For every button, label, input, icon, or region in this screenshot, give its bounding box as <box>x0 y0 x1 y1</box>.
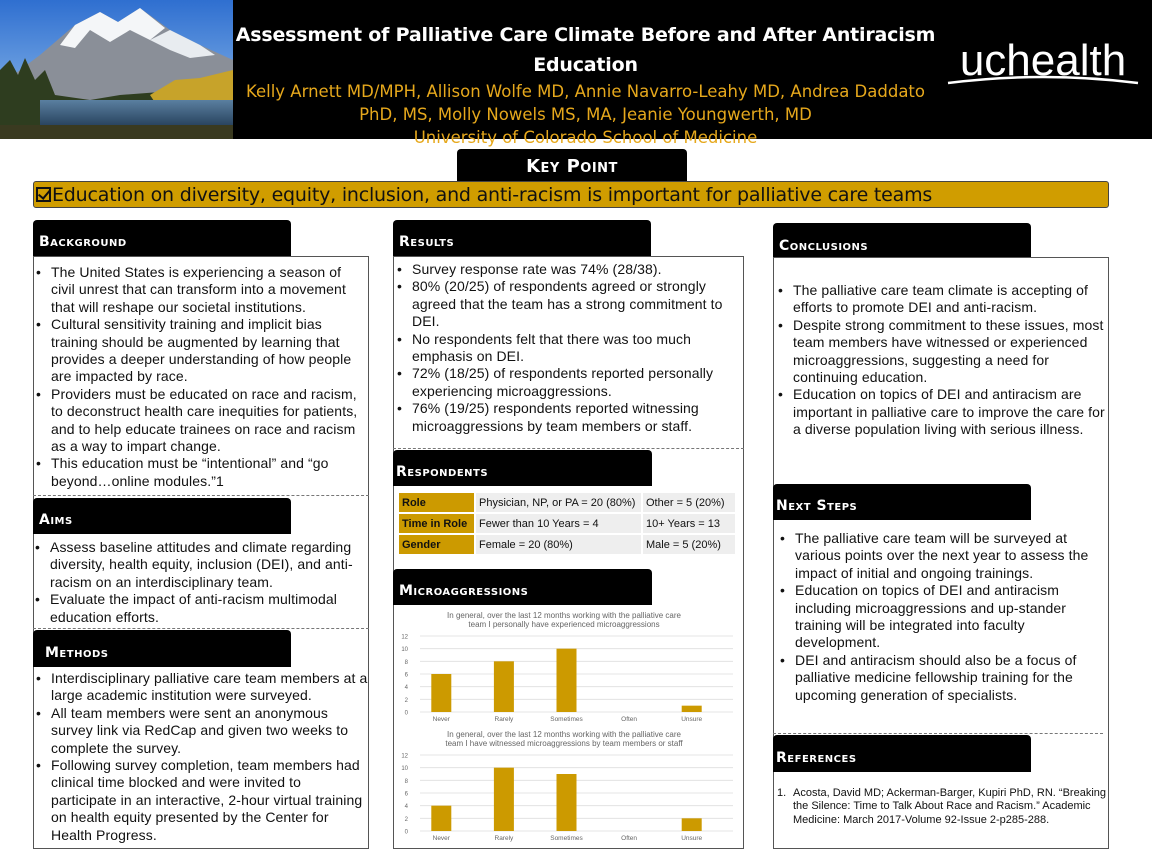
x-tick-label: Never <box>432 835 450 842</box>
list-item: • 80% (20/25) of respondents agreed or strongly agreed that the team has a strong commitment to DEI. <box>393 278 738 330</box>
chart-title: In general, over the last 12 months working with the palliative care <box>447 730 681 739</box>
divider <box>773 733 1103 734</box>
list-item: • Education on topics of DEI and antiracism are important in palliative care to improve the care for a diverse population living with serious illness. <box>774 386 1108 438</box>
key-point-text: Education on diversity, equity, inclusion, and anti-racism is important for palliative care teams <box>52 184 933 206</box>
references-list <box>777 787 1107 827</box>
row-label: Gender <box>399 535 474 554</box>
institution: University of Colorado School of Medicine <box>413 128 758 147</box>
list-item: • 76% (19/25) respondents reported witnessing microaggressions by team members or staff. <box>393 400 738 435</box>
x-tick-label: Often <box>621 716 638 723</box>
list-item: • No respondents felt that there was too much emphasis on DEI. <box>393 331 738 366</box>
references-heading: References <box>773 735 1031 772</box>
divider <box>33 628 369 629</box>
y-tick-label: 8 <box>404 778 408 785</box>
list-item: • Cultural sensitivity training and implicit bias training should be augmented by learning that provides a deeper understanding of how people are impacted by race. <box>32 316 368 386</box>
witnessed-microaggressions-chart <box>398 727 738 847</box>
title-block <box>233 20 938 149</box>
bar-sometimes <box>557 649 577 712</box>
x-tick-label: Never <box>432 716 450 723</box>
chart-title: team I personally have experienced microaggressions <box>468 620 660 629</box>
conclusions-list <box>774 282 1108 439</box>
list-item: • Education on topics of DEI and antiracism including microaggressions and up-stander training will be integrated into faculty development. <box>776 582 1109 652</box>
y-tick-label: 6 <box>404 672 408 679</box>
authors-line-1: Kelly Arnett MD/MPH, Allison Wolfe MD, Annie Navarro-Leahy MD, Andrea Daddato <box>245 82 925 101</box>
table-row <box>399 535 735 554</box>
list-item: 1. Acosta, David MD; Ackerman-Barger, Kupiri PhD, RN. “Breaking the Silence: Time to Talk About Race and Racism.” Academic Medicine: March 2017-Volume 92-Issue 2-p285-288. <box>777 787 1107 827</box>
checkbox-icon <box>36 187 51 202</box>
list-item: • DEI and antiracism should also be a focus of palliative medicine fellowship training for the upcoming generation of specialists. <box>776 652 1109 704</box>
chart-title: team I have witnessed microaggressions by team members or staff <box>445 739 683 748</box>
poster-header <box>0 0 1152 147</box>
row-label: Role <box>399 493 474 512</box>
key-point-heading: Key Point <box>457 149 687 181</box>
y-tick-label: 12 <box>401 753 408 760</box>
bar-unsure <box>682 706 702 712</box>
key-point-bar <box>33 181 1109 208</box>
list-item: • Providers must be educated on race and racism, to deconstruct health care inequities for patients, and to help educate trainees on race and racism as a way to impart change. <box>32 386 368 456</box>
y-tick-label: 4 <box>404 804 408 811</box>
y-tick-label: 6 <box>404 791 408 798</box>
mountain-photo <box>0 0 233 139</box>
y-tick-label: 2 <box>404 697 408 704</box>
y-tick-label: 8 <box>404 659 408 666</box>
table-row <box>399 514 735 533</box>
table-cell: 10+ Years = 13 <box>643 514 735 533</box>
results-list <box>393 261 738 435</box>
list-item: • Survey response rate was 74% (28/38). <box>393 261 738 278</box>
y-tick-label: 2 <box>404 816 408 823</box>
x-tick-label: Sometimes <box>550 716 583 723</box>
list-item: • 72% (18/25) of respondents reported personally experiencing microaggressions. <box>393 365 738 400</box>
y-tick-label: 0 <box>404 710 408 717</box>
y-tick-label: 0 <box>404 829 408 836</box>
table-cell: Female = 20 (80%) <box>476 535 641 554</box>
bar-never <box>431 806 451 831</box>
list-item: • All team members were sent an anonymous survey link via RedCap and given two weeks to complete the survey. <box>32 705 369 757</box>
x-tick-label: Often <box>621 835 638 842</box>
background-list <box>32 264 368 490</box>
y-tick-label: 4 <box>404 685 408 692</box>
bar-rarely <box>494 661 514 712</box>
x-tick-label: Rarely <box>494 835 514 842</box>
x-tick-label: Rarely <box>494 716 514 723</box>
conclusions-heading: Conclusions <box>773 223 1031 260</box>
row-label: Time in Role <box>399 514 474 533</box>
table-cell: Physician, NP, or PA = 20 (80%) <box>476 493 641 512</box>
bar-unsure <box>682 818 702 831</box>
bar-never <box>431 674 451 712</box>
x-tick-label: Unsure <box>681 835 703 842</box>
divider <box>393 448 744 449</box>
table-cell: Other = 5 (20%) <box>643 493 735 512</box>
list-item: • Evaluate the impact of anti-racism multimodal education efforts. <box>31 591 367 626</box>
methods-list <box>32 670 369 844</box>
x-tick-label: Sometimes <box>550 835 583 842</box>
list-item: • Assess baseline attitudes and climate regarding diversity, health equity, inclusion (DEI), and anti-racism on an interdisciplinary team. <box>31 539 367 591</box>
table-cell: Male = 5 (20%) <box>643 535 735 554</box>
y-tick-label: 10 <box>401 647 408 654</box>
list-item: • Interdisciplinary palliative care team members at a large academic institution were surveyed. <box>32 670 369 705</box>
list-item: • Following survey completion, team members had clinical time blocked and were invited to participate in an interactive, 2-hour virtual training on health equity presented by the Center for Health Progress. <box>32 757 369 844</box>
respondents-heading: Respondents <box>393 450 652 486</box>
divider <box>33 495 369 496</box>
list-item: • This education must be “intentional” and “go beyond…online modules.”1 <box>32 455 368 490</box>
list-item: • The United States is experiencing a season of civil unrest that can transform into a movement that will reshape our societal institutions. <box>32 264 368 316</box>
table-row <box>399 493 735 512</box>
experienced-microaggressions-chart <box>398 608 738 726</box>
y-tick-label: 10 <box>401 766 408 773</box>
next-steps-list <box>776 530 1109 704</box>
results-heading: Results <box>393 220 651 256</box>
microaggressions-heading: Microaggressions <box>393 569 652 605</box>
background-heading: Background <box>33 220 291 256</box>
aims-list <box>31 539 367 626</box>
logo-text: uchealth <box>959 36 1127 85</box>
aims-heading: Aims <box>33 498 291 534</box>
next-steps-heading: Next Steps <box>773 484 1031 520</box>
table-cell: Fewer than 10 Years = 4 <box>476 514 641 533</box>
bar-sometimes <box>557 774 577 831</box>
methods-heading: Methods <box>33 630 291 667</box>
bar-rarely <box>494 768 514 831</box>
authors-line-2: PhD, MS, Molly Nowels MS, MA, Jeanie Youngwerth, MD <box>359 105 812 124</box>
list-item: • Despite strong commitment to these issues, most team members have witnessed or experienced microaggressions, suggesting a need for continuing education. <box>774 317 1108 387</box>
list-item: • The palliative care team will be surveyed at various points over the next year to assess the impact of initial and ongoing trainings. <box>776 530 1109 582</box>
y-tick-label: 12 <box>401 634 408 641</box>
x-tick-label: Unsure <box>681 716 703 723</box>
uchealth-logo <box>946 35 1141 93</box>
list-item: • The palliative care team climate is accepting of efforts to promote DEI and anti-racism. <box>774 282 1108 317</box>
chart-title: In general, over the last 12 months working with the palliative care <box>447 611 681 620</box>
respondents-table <box>397 491 737 556</box>
poster-title: Assessment of Palliative Care Climate Before and After Antiracism Education <box>235 24 936 76</box>
